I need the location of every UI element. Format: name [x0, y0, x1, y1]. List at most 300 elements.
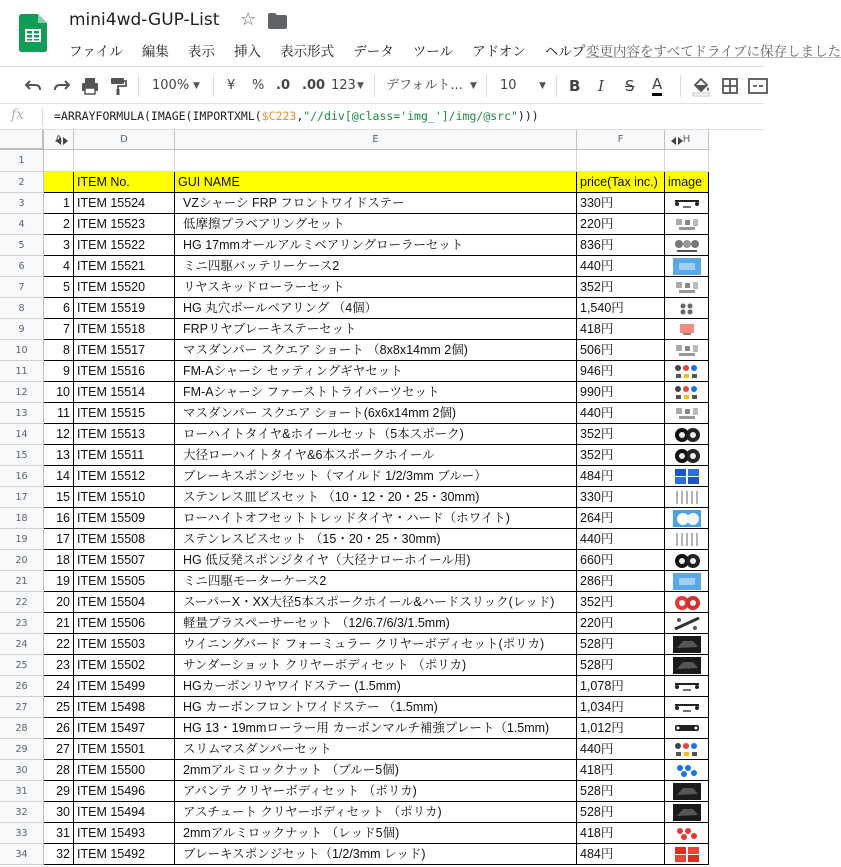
- formula-xpath-string: "//div[@class='img_']/img/@src": [303, 109, 518, 123]
- row-header[interactable]: 13: [0, 403, 44, 424]
- row-header[interactable]: 20: [0, 550, 44, 571]
- price-cell[interactable]: 264円: [577, 508, 665, 529]
- product-thumbnail-image: [673, 510, 701, 527]
- row-number-cell[interactable]: 5: [44, 277, 74, 298]
- product-thumbnail-image: [673, 321, 701, 338]
- column-header-H[interactable]: H: [665, 130, 709, 150]
- product-thumbnail-image: [673, 615, 701, 632]
- row-number-cell[interactable]: 18: [44, 550, 74, 571]
- row-header[interactable]: 19: [0, 529, 44, 550]
- hidden-columns-arrow-icon[interactable]: [678, 137, 683, 145]
- product-thumbnail-image: [673, 489, 701, 506]
- column-header-F[interactable]: F: [577, 130, 665, 150]
- product-thumbnail-image: [673, 216, 701, 233]
- item-no-cell[interactable]: ITEM 15522: [74, 235, 175, 256]
- item-no-cell[interactable]: ITEM 15493: [74, 823, 175, 844]
- empty-cell[interactable]: [665, 150, 709, 172]
- product-thumbnail-image: [673, 636, 701, 653]
- price-cell[interactable]: 990円: [577, 382, 665, 403]
- price-cell[interactable]: 418円: [577, 760, 665, 781]
- price-cell[interactable]: 1,078円: [577, 676, 665, 697]
- row-header[interactable]: 26: [0, 676, 44, 697]
- gui-name-cell[interactable]: HGカーボンリヤワイドステー (1.5mm): [175, 676, 577, 697]
- column-header-E[interactable]: E: [175, 130, 577, 150]
- item-no-cell[interactable]: ITEM 15506: [74, 613, 175, 634]
- gui-name-cell[interactable]: ステンレス皿ビスセット （10・12・20・25・30mm): [175, 487, 577, 508]
- formula-bar-divider: [42, 108, 43, 126]
- row-number-cell[interactable]: 32: [44, 844, 74, 865]
- header-cell-blank[interactable]: [44, 172, 74, 193]
- image-cell[interactable]: [665, 319, 709, 340]
- gui-name-cell[interactable]: 低摩擦プラベアリングセット: [175, 214, 577, 235]
- menu-edit[interactable]: 編集: [141, 44, 169, 60]
- image-cell[interactable]: [665, 697, 709, 718]
- row-header[interactable]: 11: [0, 361, 44, 382]
- product-thumbnail-image: [673, 762, 701, 779]
- item-no-cell[interactable]: ITEM 15521: [74, 256, 175, 277]
- item-no-cell[interactable]: ITEM 15503: [74, 634, 175, 655]
- image-cell[interactable]: [665, 823, 709, 844]
- gui-name-cell[interactable]: FM-Aシャーシ セッティングギヤセット: [175, 361, 577, 382]
- row-number-cell[interactable]: 16: [44, 508, 74, 529]
- price-cell[interactable]: 440円: [577, 529, 665, 550]
- price-cell[interactable]: 352円: [577, 277, 665, 298]
- gui-name-cell[interactable]: FM-Aシャーシ ファーストトライパーツセット: [175, 382, 577, 403]
- price-cell[interactable]: 352円: [577, 592, 665, 613]
- chevron-down-icon[interactable]: ▼: [539, 81, 546, 91]
- print-icon[interactable]: [80, 76, 100, 96]
- item-no-cell[interactable]: ITEM 15494: [74, 802, 175, 823]
- menu-file[interactable]: ファイル: [69, 44, 123, 60]
- row-number-cell[interactable]: 21: [44, 613, 74, 634]
- column-header-D[interactable]: D: [74, 130, 175, 150]
- product-thumbnail-image: [673, 279, 701, 296]
- image-cell[interactable]: [665, 256, 709, 277]
- image-cell[interactable]: [665, 718, 709, 739]
- price-cell[interactable]: 352円: [577, 445, 665, 466]
- image-cell[interactable]: [665, 382, 709, 403]
- item-no-cell[interactable]: ITEM 15497: [74, 718, 175, 739]
- gui-name-cell[interactable]: ブレーキスポンジセット（1/2/3mm レッド): [175, 844, 577, 865]
- row-number-cell[interactable]: 10: [44, 382, 74, 403]
- row-number-cell[interactable]: 29: [44, 781, 74, 802]
- product-thumbnail-image: [673, 699, 701, 716]
- image-cell[interactable]: [665, 424, 709, 445]
- price-cell[interactable]: 1,034円: [577, 697, 665, 718]
- item-no-cell[interactable]: ITEM 15498: [74, 697, 175, 718]
- image-cell[interactable]: [665, 340, 709, 361]
- gui-name-cell[interactable]: HG カーボンフロントワイドステー （1.5mm): [175, 697, 577, 718]
- row-header[interactable]: 33: [0, 823, 44, 844]
- price-cell[interactable]: 946円: [577, 361, 665, 382]
- item-no-cell[interactable]: ITEM 15504: [74, 592, 175, 613]
- product-thumbnail-image: [673, 300, 701, 317]
- row-number-cell[interactable]: 24: [44, 676, 74, 697]
- gui-name-cell[interactable]: マスダンパー スクエア ショート （8x8x14mm 2個): [175, 340, 577, 361]
- menu-view[interactable]: 表示: [187, 44, 215, 60]
- percent-format-button[interactable]: %: [252, 78, 265, 93]
- gui-name-cell[interactable]: VZシャーシ FRP フロントワイドステー: [175, 193, 577, 214]
- chevron-down-icon[interactable]: ▼: [193, 81, 200, 91]
- toolbar-divider: [556, 75, 557, 97]
- price-cell[interactable]: 836円: [577, 235, 665, 256]
- formula-cell-ref: $C223: [261, 109, 297, 123]
- product-thumbnail-image: [673, 783, 701, 800]
- fx-icon: fx: [11, 107, 25, 123]
- row-number-cell[interactable]: 1: [44, 193, 74, 214]
- image-cell[interactable]: [665, 361, 709, 382]
- paint-format-icon[interactable]: [108, 76, 128, 96]
- header-cell-price[interactable]: price(Tax inc.): [577, 172, 665, 193]
- gui-name-cell[interactable]: マスダンパー スクエア ショート(6x6x14mm 2個): [175, 403, 577, 424]
- row-header[interactable]: 8: [0, 298, 44, 319]
- product-thumbnail-image: [673, 468, 701, 485]
- hidden-columns-arrow-icon[interactable]: [63, 137, 68, 145]
- item-no-cell[interactable]: ITEM 15517: [74, 340, 175, 361]
- item-no-cell[interactable]: ITEM 15509: [74, 508, 175, 529]
- bold-button[interactable]: B: [569, 77, 581, 95]
- gui-name-cell[interactable]: アバンテ クリヤーボディセット （ポリカ): [175, 781, 577, 802]
- product-thumbnail-image: [673, 342, 701, 359]
- hidden-columns-arrow-icon[interactable]: [56, 137, 61, 145]
- more-formats-button[interactable]: 123: [331, 78, 356, 93]
- item-no-cell[interactable]: ITEM 15508: [74, 529, 175, 550]
- image-cell[interactable]: [665, 760, 709, 781]
- product-thumbnail-image: [673, 447, 701, 464]
- gui-name-cell[interactable]: ミニ四駆モーターケース2: [175, 571, 577, 592]
- row-header[interactable]: 10: [0, 340, 44, 361]
- price-cell[interactable]: 352円: [577, 424, 665, 445]
- toolbar-divider: [486, 75, 487, 97]
- price-cell[interactable]: 418円: [577, 823, 665, 844]
- gui-name-cell[interactable]: ミニ四駆バッテリーケース2: [175, 256, 577, 277]
- gui-name-cell[interactable]: FRPリヤブレーキステーセット: [175, 319, 577, 340]
- row-header[interactable]: 7: [0, 277, 44, 298]
- row-number-cell[interactable]: 4: [44, 256, 74, 277]
- item-no-cell[interactable]: ITEM 15511: [74, 445, 175, 466]
- empty-cell[interactable]: [175, 150, 577, 172]
- column-header-A[interactable]: A: [44, 130, 74, 150]
- product-thumbnail-image: [673, 384, 701, 401]
- row-header[interactable]: 16: [0, 466, 44, 487]
- item-no-cell[interactable]: ITEM 15505: [74, 571, 175, 592]
- gui-name-cell[interactable]: アスチュート クリヤーボディセット （ポリカ): [175, 802, 577, 823]
- price-cell[interactable]: 1,012円: [577, 718, 665, 739]
- formula-input[interactable]: [54, 109, 539, 123]
- empty-cell[interactable]: [44, 150, 74, 172]
- item-no-cell[interactable]: ITEM 15523: [74, 214, 175, 235]
- row-header[interactable]: 1: [0, 150, 44, 172]
- row-number-cell[interactable]: 27: [44, 739, 74, 760]
- price-cell[interactable]: 418円: [577, 319, 665, 340]
- price-cell[interactable]: 528円: [577, 655, 665, 676]
- gui-name-cell[interactable]: リヤスキッドローラーセット: [175, 277, 577, 298]
- chevron-down-icon[interactable]: ▼: [357, 81, 364, 91]
- row-header[interactable]: 2: [0, 172, 44, 193]
- row-header[interactable]: 24: [0, 634, 44, 655]
- toolbar-divider: [374, 75, 375, 97]
- menu-addons[interactable]: アドオン: [472, 44, 526, 60]
- image-cell[interactable]: [665, 634, 709, 655]
- gui-name-cell[interactable]: スリムマスダンパーセット: [175, 739, 577, 760]
- font-size-select[interactable]: 10: [500, 78, 517, 93]
- empty-cell[interactable]: [577, 150, 665, 172]
- hidden-columns-arrow-icon[interactable]: [671, 137, 676, 145]
- image-cell[interactable]: [665, 214, 709, 235]
- row-number-cell[interactable]: 31: [44, 823, 74, 844]
- product-thumbnail-image: [673, 720, 701, 737]
- merge-cells-icon[interactable]: [748, 76, 768, 96]
- image-cell[interactable]: [665, 613, 709, 634]
- product-thumbnail-image: [673, 426, 701, 443]
- price-cell[interactable]: 660円: [577, 550, 665, 571]
- gui-name-cell[interactable]: HG 17mmオールアルミベアリングローラーセット: [175, 235, 577, 256]
- image-cell[interactable]: [665, 466, 709, 487]
- item-no-cell[interactable]: ITEM 15513: [74, 424, 175, 445]
- price-cell[interactable]: 330円: [577, 487, 665, 508]
- image-cell[interactable]: [665, 487, 709, 508]
- italic-button[interactable]: I: [598, 77, 604, 95]
- gui-name-cell[interactable]: ウイニングバード フォーミュラー クリヤーボディセット(ポリカ): [175, 634, 577, 655]
- item-no-cell[interactable]: ITEM 15512: [74, 466, 175, 487]
- toolbar-divider: [138, 75, 139, 97]
- image-cell[interactable]: [665, 403, 709, 424]
- header-cell-id[interactable]: ITEM No.: [74, 172, 175, 193]
- row-header[interactable]: 27: [0, 697, 44, 718]
- row-header[interactable]: 5: [0, 235, 44, 256]
- image-cell[interactable]: [665, 571, 709, 592]
- select-all-corner[interactable]: [0, 130, 44, 150]
- item-no-cell[interactable]: ITEM 15510: [74, 487, 175, 508]
- image-cell[interactable]: [665, 508, 709, 529]
- row-header[interactable]: 32: [0, 802, 44, 823]
- menu-data[interactable]: データ: [353, 44, 394, 60]
- row-number-cell[interactable]: 22: [44, 634, 74, 655]
- product-thumbnail-image: [673, 846, 701, 863]
- item-no-cell[interactable]: ITEM 15507: [74, 550, 175, 571]
- price-cell[interactable]: 1,540円: [577, 298, 665, 319]
- row-header[interactable]: 12: [0, 382, 44, 403]
- row-number-cell[interactable]: 30: [44, 802, 74, 823]
- product-thumbnail-image: [673, 741, 701, 758]
- menu-insert[interactable]: 挿入: [234, 44, 262, 60]
- gui-name-cell[interactable]: 軽量プラスペーサーセット （12/6.7/6/3/1.5mm): [175, 613, 577, 634]
- gui-name-cell[interactable]: ブレーキスポンジセット（マイルド 1/2/3mm ブルー）: [175, 466, 577, 487]
- sheets-logo-icon[interactable]: [19, 14, 47, 52]
- gui-name-cell[interactable]: HG 低反発スポンジタイヤ（大径ナローホイール用): [175, 550, 577, 571]
- row-number-cell[interactable]: 17: [44, 529, 74, 550]
- row-number-cell[interactable]: 26: [44, 718, 74, 739]
- row-number-cell[interactable]: 12: [44, 424, 74, 445]
- folder-icon[interactable]: [268, 13, 287, 29]
- price-cell[interactable]: 528円: [577, 634, 665, 655]
- image-cell[interactable]: [665, 298, 709, 319]
- price-cell[interactable]: 440円: [577, 256, 665, 277]
- formula-prefix: =ARRAYFORMULA(IMAGE(IMPORTXML(: [54, 109, 262, 123]
- row-number-cell[interactable]: 14: [44, 466, 74, 487]
- row-number-cell[interactable]: 25: [44, 697, 74, 718]
- fill-color-icon[interactable]: [691, 76, 711, 96]
- gui-name-cell[interactable]: サンダーショット クリヤーボディセット （ポリカ): [175, 655, 577, 676]
- image-cell[interactable]: [665, 445, 709, 466]
- product-thumbnail-image: [673, 405, 701, 422]
- product-thumbnail-image: [673, 258, 701, 275]
- price-cell[interactable]: 286円: [577, 571, 665, 592]
- toolbar-divider: [680, 75, 681, 97]
- gui-name-cell[interactable]: ローハイトオフセットトレッドタイヤ・ハード（ホワイト): [175, 508, 577, 529]
- row-number-cell[interactable]: 8: [44, 340, 74, 361]
- image-cell[interactable]: [665, 592, 709, 613]
- image-cell[interactable]: [665, 781, 709, 802]
- item-no-cell[interactable]: ITEM 15516: [74, 361, 175, 382]
- item-no-cell[interactable]: ITEM 15492: [74, 844, 175, 865]
- image-cell[interactable]: [665, 193, 709, 214]
- product-thumbnail-image: [673, 363, 701, 380]
- formula-bar: [0, 104, 764, 130]
- gui-name-cell[interactable]: HG 13・19mmローラー用 カーボンマルチ補強プレート（1.5mm): [175, 718, 577, 739]
- row-header[interactable]: 3: [0, 193, 44, 214]
- star-icon[interactable]: ☆: [240, 9, 257, 30]
- item-no-cell[interactable]: ITEM 15502: [74, 655, 175, 676]
- product-thumbnail-image: [673, 237, 701, 254]
- gui-name-cell[interactable]: 2mmアルミロックナット （ブルー5個): [175, 760, 577, 781]
- gui-name-cell[interactable]: ステンレスビスセット （15・20・25・30mm): [175, 529, 577, 550]
- formula-separator: ,: [296, 109, 304, 123]
- image-cell[interactable]: [665, 277, 709, 298]
- row-header[interactable]: 9: [0, 319, 44, 340]
- price-cell[interactable]: 330円: [577, 193, 665, 214]
- row-header[interactable]: 6: [0, 256, 44, 277]
- row-header[interactable]: 23: [0, 613, 44, 634]
- row-number-cell[interactable]: 2: [44, 214, 74, 235]
- item-no-cell[interactable]: ITEM 15514: [74, 382, 175, 403]
- increase-decimal-button[interactable]: .00: [302, 78, 326, 93]
- text-color-button[interactable]: A: [652, 76, 662, 96]
- item-no-cell[interactable]: ITEM 15515: [74, 403, 175, 424]
- row-header[interactable]: 15: [0, 445, 44, 466]
- row-header[interactable]: 4: [0, 214, 44, 235]
- row-header[interactable]: 14: [0, 424, 44, 445]
- item-no-cell[interactable]: ITEM 15496: [74, 781, 175, 802]
- row-header[interactable]: 29: [0, 739, 44, 760]
- price-cell[interactable]: 220円: [577, 214, 665, 235]
- menu-help[interactable]: ヘルプ: [544, 44, 586, 60]
- document-title[interactable]: mini4wd-GUP-List: [69, 10, 220, 30]
- row-number-cell[interactable]: 11: [44, 403, 74, 424]
- row-header[interactable]: 22: [0, 592, 44, 613]
- product-thumbnail-image: [673, 594, 701, 611]
- image-cell[interactable]: [665, 235, 709, 256]
- price-cell[interactable]: 220円: [577, 613, 665, 634]
- save-status[interactable]: 変更内容をすべてドライブに保存しました: [586, 44, 841, 60]
- font-family-select[interactable]: デフォルト...: [386, 78, 463, 93]
- gui-name-cell[interactable]: 2mmアルミロックナット （レッド5個): [175, 823, 577, 844]
- row-header[interactable]: 28: [0, 718, 44, 739]
- price-cell[interactable]: 440円: [577, 403, 665, 424]
- product-thumbnail-image: [673, 804, 701, 821]
- borders-icon[interactable]: [720, 76, 740, 96]
- image-cell[interactable]: [665, 550, 709, 571]
- header-cell-image[interactable]: image: [665, 172, 709, 193]
- item-no-cell[interactable]: ITEM 15501: [74, 739, 175, 760]
- row-header[interactable]: 30: [0, 760, 44, 781]
- header-cell-name[interactable]: GUI NAME: [175, 172, 577, 193]
- item-no-cell[interactable]: ITEM 15519: [74, 298, 175, 319]
- chevron-down-icon[interactable]: ▼: [470, 81, 477, 91]
- toolbar: [0, 66, 764, 104]
- row-number-cell[interactable]: 6: [44, 298, 74, 319]
- menu-bar: [69, 40, 599, 60]
- image-cell[interactable]: [665, 529, 709, 550]
- price-cell[interactable]: 528円: [577, 781, 665, 802]
- currency-format-button[interactable]: ¥: [227, 78, 236, 93]
- item-no-cell[interactable]: ITEM 15520: [74, 277, 175, 298]
- strikethrough-button[interactable]: S: [625, 77, 635, 95]
- row-number-cell[interactable]: 28: [44, 760, 74, 781]
- price-cell[interactable]: 484円: [577, 466, 665, 487]
- gui-name-cell[interactable]: スーパーX・XX大径5本スポークホイール&ハードスリック(レッド): [175, 592, 577, 613]
- zoom-select[interactable]: 100%: [152, 78, 190, 93]
- price-cell[interactable]: 484円: [577, 844, 665, 865]
- row-header[interactable]: 34: [0, 844, 44, 865]
- image-cell[interactable]: [665, 739, 709, 760]
- product-thumbnail-image: [673, 678, 701, 695]
- app-header: [0, 0, 841, 66]
- product-thumbnail-image: [673, 573, 701, 590]
- row-number-cell[interactable]: 7: [44, 319, 74, 340]
- empty-cell[interactable]: [74, 150, 175, 172]
- item-no-cell[interactable]: ITEM 15500: [74, 760, 175, 781]
- toolbar-divider: [213, 75, 214, 97]
- row-number-cell[interactable]: 19: [44, 571, 74, 592]
- menu-format[interactable]: 表示形式: [280, 44, 335, 60]
- product-thumbnail-image: [673, 825, 701, 842]
- row-header[interactable]: 25: [0, 655, 44, 676]
- redo-icon[interactable]: [52, 76, 72, 96]
- product-thumbnail-image: [673, 195, 701, 212]
- price-cell[interactable]: 528円: [577, 802, 665, 823]
- gui-name-cell[interactable]: HG 丸穴ボールベアリング （4個）: [175, 298, 577, 319]
- row-number-cell[interactable]: 15: [44, 487, 74, 508]
- row-number-cell[interactable]: 9: [44, 361, 74, 382]
- gui-name-cell[interactable]: 大径ローハイトタイヤ&6本スポークホイール: [175, 445, 577, 466]
- image-cell[interactable]: [665, 655, 709, 676]
- item-no-cell[interactable]: ITEM 15518: [74, 319, 175, 340]
- row-number-cell[interactable]: 20: [44, 592, 74, 613]
- image-cell[interactable]: [665, 802, 709, 823]
- price-cell[interactable]: 440円: [577, 739, 665, 760]
- row-header[interactable]: 18: [0, 508, 44, 529]
- row-header[interactable]: 31: [0, 781, 44, 802]
- row-header[interactable]: 21: [0, 571, 44, 592]
- item-no-cell[interactable]: ITEM 15499: [74, 676, 175, 697]
- decrease-decimal-button[interactable]: .0: [276, 78, 290, 93]
- row-number-cell[interactable]: 3: [44, 235, 74, 256]
- item-no-cell[interactable]: ITEM 15524: [74, 193, 175, 214]
- formula-suffix: ))): [517, 109, 539, 123]
- image-cell[interactable]: [665, 844, 709, 865]
- gui-name-cell[interactable]: ローハイトタイヤ&ホイールセット（5本スポーク): [175, 424, 577, 445]
- undo-icon[interactable]: [23, 76, 43, 96]
- product-thumbnail-image: [673, 552, 701, 569]
- row-number-cell[interactable]: 13: [44, 445, 74, 466]
- product-thumbnail-image: [673, 657, 701, 674]
- row-number-cell[interactable]: 23: [44, 655, 74, 676]
- menu-tools[interactable]: ツール: [412, 44, 454, 60]
- image-cell[interactable]: [665, 676, 709, 697]
- price-cell[interactable]: 506円: [577, 340, 665, 361]
- row-header[interactable]: 17: [0, 487, 44, 508]
